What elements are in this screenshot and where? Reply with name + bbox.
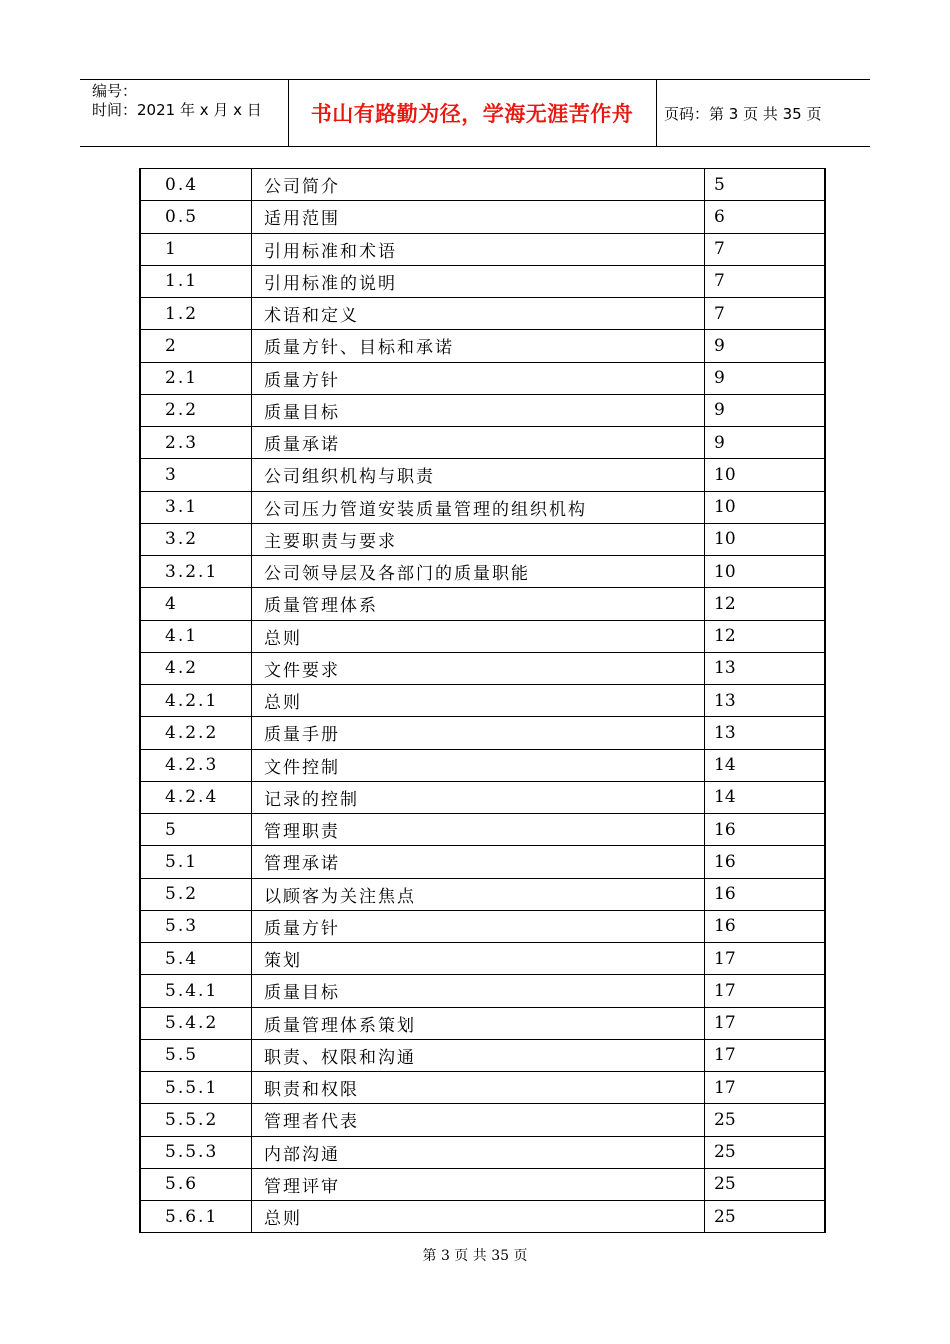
toc-page-number: 7 [705,265,826,297]
toc-section-title: 质量方针、目标和承诺 [252,330,705,362]
toc-section-title: 质量管理体系 [252,588,705,620]
toc-section-number: 4.2.4 [140,781,252,813]
toc-section-number: 3.2 [140,523,252,555]
toc-section-number: 5.3 [140,910,252,942]
toc-page-number: 9 [705,330,826,362]
toc-section-title: 质量方针 [252,362,705,394]
table-row [140,169,825,201]
toc-page-number: 10 [705,556,826,588]
table-row [140,620,825,652]
toc-page-number: 12 [705,620,826,652]
toc-page-number: 17 [705,975,826,1007]
toc-section-title: 总则 [252,620,705,652]
table-of-contents [139,168,826,1233]
table-row [140,556,825,588]
toc-section-title: 公司简介 [252,169,705,201]
header-page-info: 页码：第 3 页 共 35 页 [664,104,822,123]
toc-page-number: 7 [705,298,826,330]
table-row [140,943,825,975]
toc-page-number: 12 [705,588,826,620]
table-row [140,1168,825,1200]
toc-page-number: 6 [705,201,826,233]
toc-section-number: 5.2 [140,878,252,910]
toc-section-title: 质量目标 [252,975,705,1007]
table-row [140,1104,825,1136]
toc-section-title: 管理者代表 [252,1104,705,1136]
toc-section-title: 术语和定义 [252,298,705,330]
toc-page-number: 16 [705,846,826,878]
toc-page-number: 9 [705,394,826,426]
table-row [140,265,825,297]
table-row [140,523,825,555]
toc-page-number: 7 [705,233,826,265]
table-row [140,1136,825,1168]
toc-section-number: 4.2.2 [140,717,252,749]
toc-section-title: 适用范围 [252,201,705,233]
toc-section-number: 0.4 [140,169,252,201]
table-row [140,1039,825,1071]
toc-section-title: 职责和权限 [252,1072,705,1104]
toc-page-number: 14 [705,781,826,813]
toc-section-title: 总则 [252,1201,705,1233]
toc-page-number: 16 [705,814,826,846]
toc-section-number: 2.2 [140,394,252,426]
toc-page-number: 25 [705,1168,826,1200]
table-row [140,459,825,491]
table-row [140,233,825,265]
table-row [140,652,825,684]
toc-section-title: 质量承诺 [252,427,705,459]
toc-page-number: 17 [705,1072,826,1104]
toc-section-number: 1 [140,233,252,265]
toc-section-number: 5.4 [140,943,252,975]
toc-section-number: 2.1 [140,362,252,394]
toc-section-number: 5.5.3 [140,1136,252,1168]
toc-section-title: 质量目标 [252,394,705,426]
toc-page-number: 5 [705,169,826,201]
toc-page-number: 10 [705,491,826,523]
table-row [140,491,825,523]
toc-section-number: 5.6.1 [140,1201,252,1233]
toc-section-title: 公司压力管道安装质量管理的组织机构 [252,491,705,523]
table-row [140,814,825,846]
toc-page-number: 13 [705,652,826,684]
toc-section-number: 4 [140,588,252,620]
toc-section-title: 记录的控制 [252,781,705,813]
toc-section-number: 5.1 [140,846,252,878]
toc-section-title: 引用标准的说明 [252,265,705,297]
toc-section-title: 质量手册 [252,717,705,749]
toc-page-number: 16 [705,878,826,910]
toc-section-number: 5.5.1 [140,1072,252,1104]
toc-page-number: 17 [705,1039,826,1071]
toc-section-title: 职责、权限和沟通 [252,1039,705,1071]
table-row [140,846,825,878]
toc-section-title: 策划 [252,943,705,975]
table-row [140,781,825,813]
toc-section-title: 管理评审 [252,1168,705,1200]
toc-page-number: 10 [705,459,826,491]
toc-section-number: 1.2 [140,298,252,330]
toc-section-number: 4.2 [140,652,252,684]
toc-section-title: 文件控制 [252,749,705,781]
toc-section-number: 5.5 [140,1039,252,1071]
toc-section-number: 3.2.1 [140,556,252,588]
table-row [140,975,825,1007]
toc-section-number: 5.5.2 [140,1104,252,1136]
toc-section-number: 0.5 [140,201,252,233]
toc-section-number: 3.1 [140,491,252,523]
toc-page-number: 14 [705,749,826,781]
table-row [140,201,825,233]
table-row [140,427,825,459]
toc-page-number: 17 [705,1007,826,1039]
toc-page-number: 25 [705,1136,826,1168]
toc-page-number: 9 [705,362,826,394]
toc-section-title: 总则 [252,685,705,717]
toc-section-number: 5 [140,814,252,846]
table-row [140,1007,825,1039]
toc-body [140,169,825,1233]
toc-section-title: 文件要求 [252,652,705,684]
table-row [140,685,825,717]
toc-section-title: 主要职责与要求 [252,523,705,555]
toc-section-number: 4.2.1 [140,685,252,717]
toc-section-number: 5.6 [140,1168,252,1200]
table-row [140,362,825,394]
table-row [140,910,825,942]
toc-section-title: 管理承诺 [252,846,705,878]
toc-section-number: 4.2.3 [140,749,252,781]
table-row [140,1201,825,1233]
toc-section-title: 公司领导层及各部门的质量职能 [252,556,705,588]
page-header [80,79,870,147]
toc-section-title: 质量方针 [252,910,705,942]
toc-section-number: 3 [140,459,252,491]
page-footer: 第 3 页 共 35 页 [422,1248,528,1264]
table-row [140,588,825,620]
header-divider [656,80,657,146]
toc-section-number: 2.3 [140,427,252,459]
toc-page-number: 16 [705,910,826,942]
toc-page-number: 25 [705,1201,826,1233]
toc-section-title: 以顾客为关注焦点 [252,878,705,910]
toc-page-number: 13 [705,717,826,749]
toc-section-number: 1.1 [140,265,252,297]
toc-section-title: 质量管理体系策划 [252,1007,705,1039]
header-motto: 书山有路勤为径，学海无涯苦作舟 [310,102,634,126]
toc-page-number: 10 [705,523,826,555]
table-row [140,394,825,426]
toc-page-number: 25 [705,1104,826,1136]
toc-section-number: 2 [140,330,252,362]
toc-section-title: 公司组织机构与职责 [252,459,705,491]
toc-section-number: 5.4.2 [140,1007,252,1039]
table-row [140,1072,825,1104]
table-row [140,330,825,362]
header-meta [92,82,292,120]
toc-section-number: 4.1 [140,620,252,652]
toc-section-number: 5.4.1 [140,975,252,1007]
toc-section-title: 管理职责 [252,814,705,846]
toc-section-title: 内部沟通 [252,1136,705,1168]
toc-page-number: 17 [705,943,826,975]
toc-page-number: 9 [705,427,826,459]
document-time-label: 时间：2021 年 x 月 x 日 [92,101,262,119]
toc-section-title: 引用标准和术语 [252,233,705,265]
table-row [140,749,825,781]
table-row [140,878,825,910]
toc-page-number: 13 [705,685,826,717]
table-row [140,298,825,330]
document-code-label: 编号： [92,82,138,100]
table-row [140,717,825,749]
